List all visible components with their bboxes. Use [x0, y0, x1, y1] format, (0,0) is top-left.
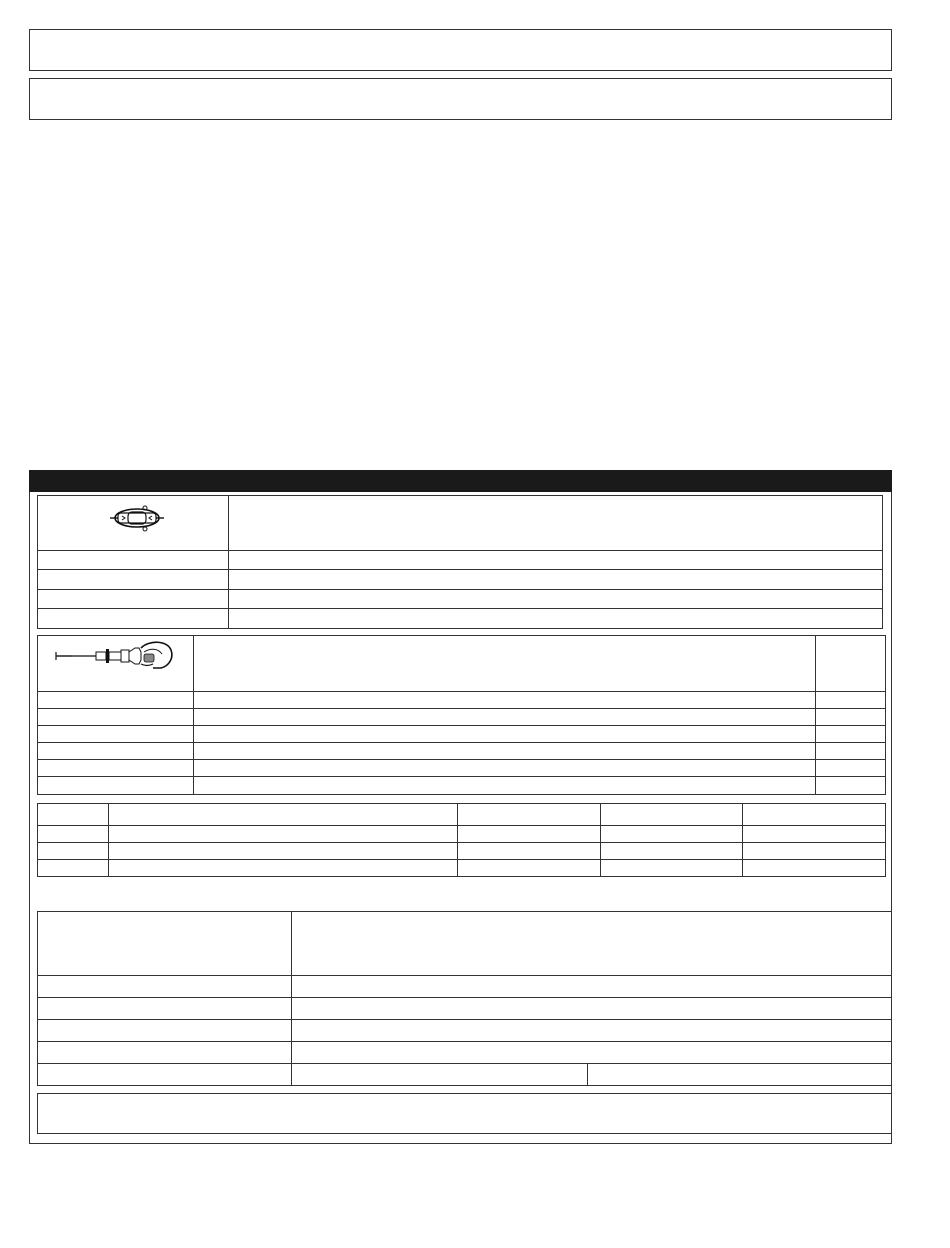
section-header-bar: [29, 470, 892, 492]
lanyard-with-snap-hook-icon: [52, 638, 178, 674]
title-box-2: [29, 78, 892, 120]
table-3: [37, 803, 886, 877]
title-box-1: [29, 29, 892, 71]
footer-note-box: [37, 1093, 892, 1134]
table-4: [37, 911, 892, 1086]
snap-hook-device-icon: [106, 500, 168, 536]
